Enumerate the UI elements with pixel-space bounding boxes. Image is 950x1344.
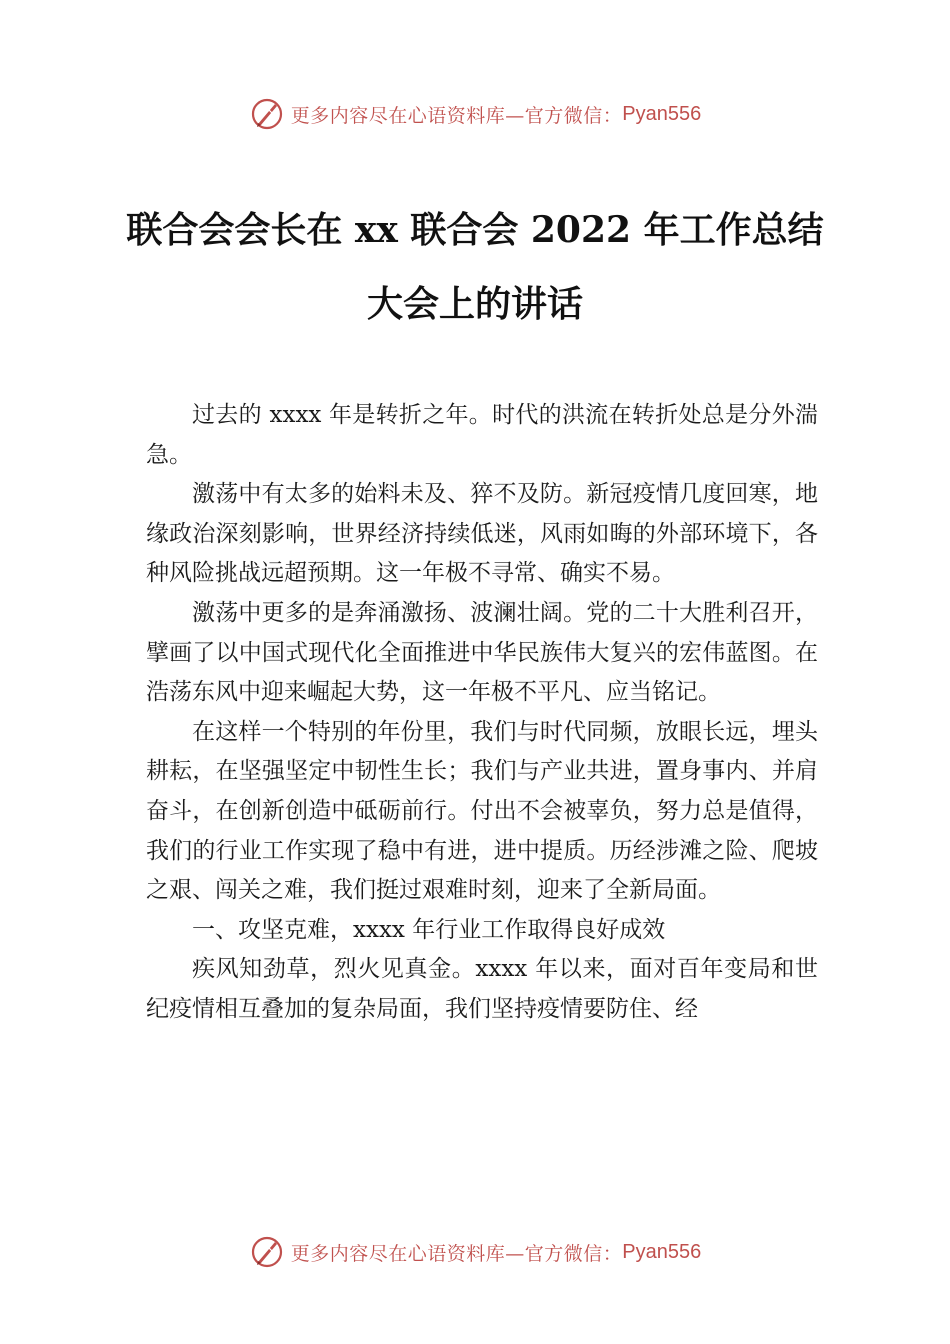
document-title-line-1: 联合会会长在 xx 联合会 2022 年工作总结 — [126, 209, 824, 251]
header-watermark — [0, 92, 950, 136]
watermark-text: 更多内容尽在心语资料库—官方微信： — [290, 1242, 623, 1265]
paragraph: 过去的 xxxx 年是转折之年。时代的洪流在转折处总是分外湍急。 — [146, 402, 818, 468]
paragraph: 激荡中更多的是奔涌激扬、波澜壮阔。党的二十大胜利召开，擘画了以中国式现代化全面推进中华民族伟大复兴的宏伟蓝图。在浩荡东风中迎来崛起大势，这一年极不平凡、应当铭记。 — [146, 599, 818, 706]
document-body — [146, 396, 818, 1030]
watermark-text: 更多内容尽在心语资料库—官方微信： — [290, 104, 623, 127]
document-title-line-2: 大会上的讲话 — [366, 283, 583, 325]
paragraph: 疾风知劲草，烈火见真金。xxxx 年以来，面对百年变局和世纪疫情相互叠加的复杂局面，我们坚持疫情要防住、经 — [146, 956, 818, 1022]
quill-pen-icon — [249, 96, 285, 132]
watermark-handle: Pyan556 — [622, 1240, 702, 1263]
paragraph: 在这样一个特别的年份里，我们与时代同频，放眼长远，埋头耕耘，在坚强坚定中韧性生长；我们与产业共进，置身事内、并肩奋斗，在创新创造中砥砺前行。付出不会被辜负，努力总是值得，我们的行业工作实现了稳中有进，进中提质。历经涉滩之险、爬坡之艰、闯关之难，我们挺过艰难时刻，迎来了全新局面。 — [146, 718, 818, 904]
section-heading: 一、攻坚克难，xxxx 年行业工作取得良好成效 — [192, 916, 666, 943]
watermark-handle: Pyan556 — [622, 102, 702, 125]
quill-pen-icon — [249, 1234, 285, 1270]
paragraph: 激荡中有太多的始料未及、猝不及防。新冠疫情几度回寒，地缘政治深刻影响，世界经济持续低迷，风雨如晦的外部环境下，各种风险挑战远超预期。这一年极不寻常、确实不易。 — [146, 481, 818, 587]
footer-watermark — [0, 1230, 950, 1274]
